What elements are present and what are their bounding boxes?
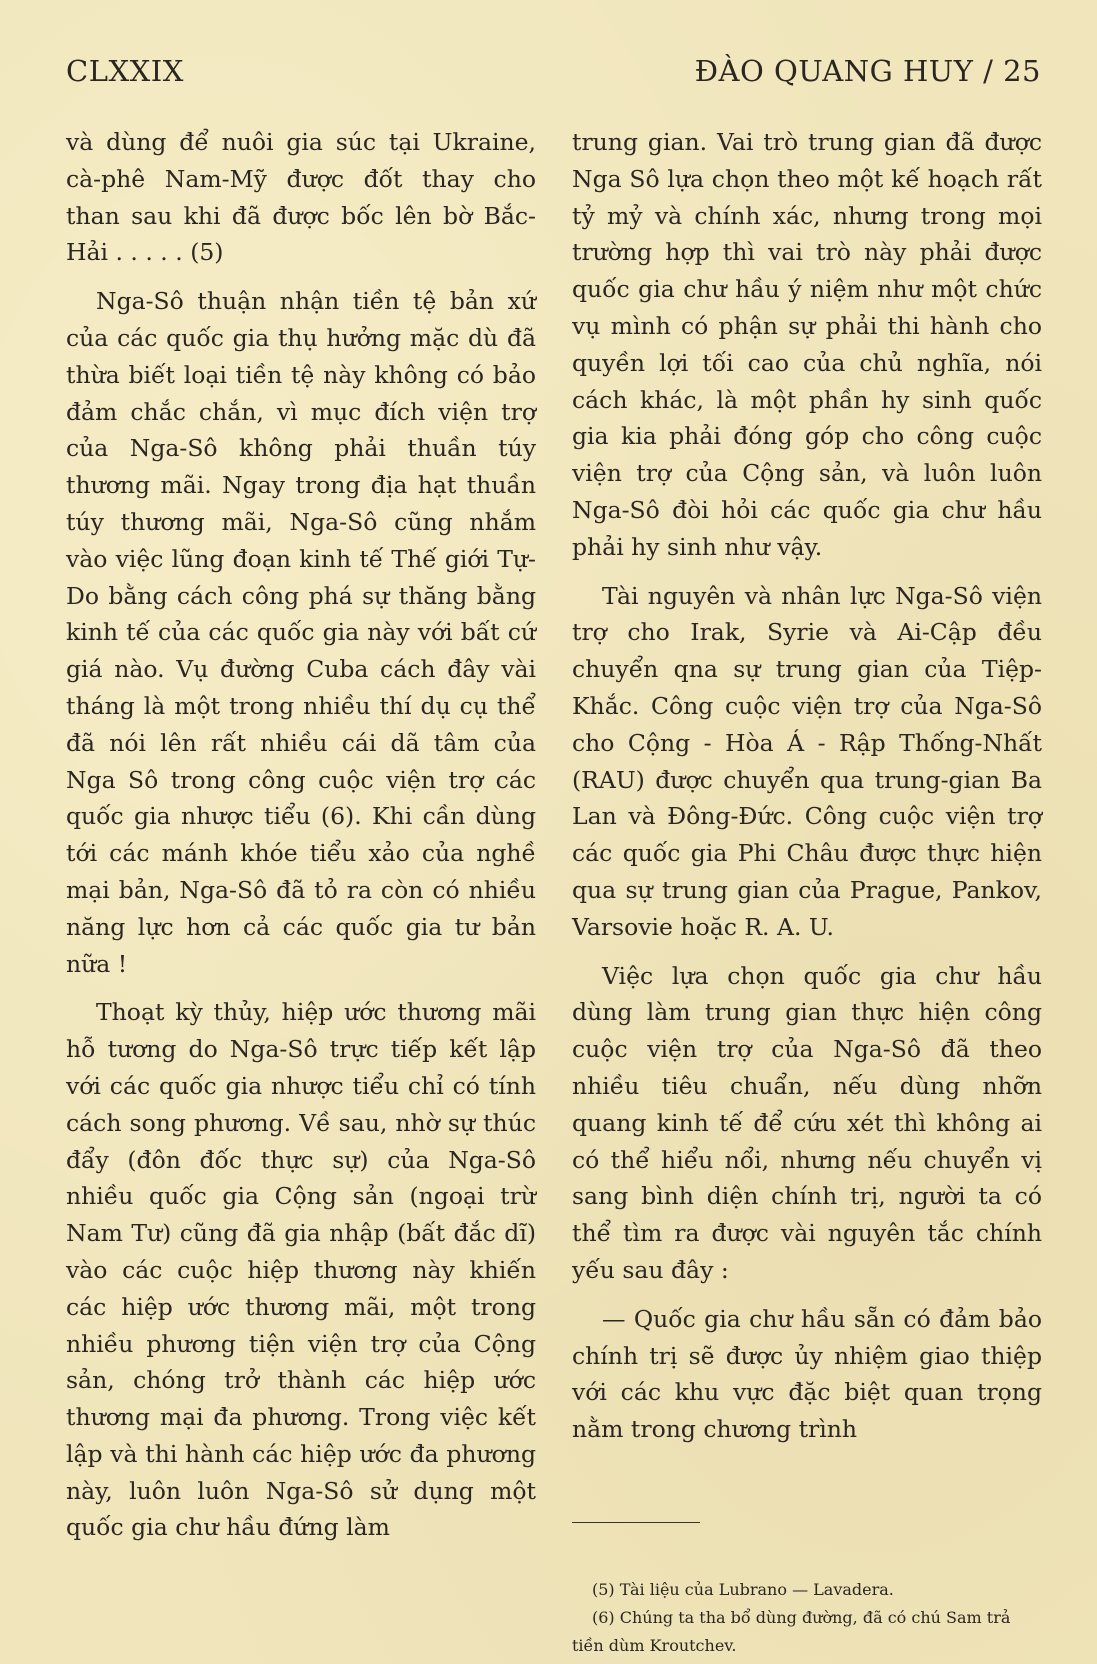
- paragraph: và dùng để nuôi gia súc tại Ukraine, cà-phê Nam-Mỹ được đốt thay cho than sau khi đã được bốc lên bờ Bắc-Hải . . . . . (5): [66, 128, 536, 267]
- footnotes: [572, 1576, 1042, 1660]
- paragraph: Tài nguyên và nhân lực Nga-Sô viện trợ cho Irak, Syrie và Ai-Cập đều chuyển qna sự trung gian của Tiệp-Khắc. Công cuộc viện trợ của Nga-Sô cho Cộng - Hòa Á - Rập Thống-Nhất (RAU) được chuyển qua trung-gian Ba Lan và Đông-Đức. Công cuộc viện trợ các quốc gia Phi Châu được thực hiện qua sự trung gian của Prague, Pankov, Varsovie hoặc R. A. U.: [572, 581, 1042, 941]
- left-column: [66, 124, 536, 1558]
- paragraph: — Quốc gia chư hầu sẵn có đảm bảo chính trị sẽ được ủy nhiệm giao thiệp với các khu vực đặc biệt quan trọng nằm trong chương trình: [572, 1304, 1042, 1444]
- running-header: [66, 54, 1041, 94]
- right-column: [572, 124, 1042, 1460]
- author-page-number: ĐÀO QUANG HUY / 25: [694, 54, 1041, 88]
- footnote: (5) Tài liệu của Lubrano — Lavadera.: [592, 1580, 894, 1599]
- chapter-number: CLXXIX: [66, 54, 184, 88]
- paragraph: trung gian. Vai trò trung gian đã được Nga Sô lựa chọn theo một kế hoạch rất tỷ mỷ và chính xác, nhưng trong mọi trường hợp thì vai trò này phải được quốc gia chư hầu ý niệm như một chức vụ mình có phận sự phải thi hành cho quyền lợi tối cao của chủ nghĩa, nói cách khác, là một phần hy sinh quốc gia kia phải đóng góp cho công cuộc viện trợ của Cộng sản, và luôn luôn Nga-Sô đòi hỏi các quốc gia chư hầu phải hy sinh như vậy.: [572, 128, 1042, 561]
- footnote-divider: [572, 1522, 700, 1523]
- paragraph: Nga-Sô thuận nhận tiền tệ bản xứ của các quốc gia thụ hưởng mặc dù đã thừa biết loại tiền tệ này không có bảo đảm chắc chắn, vì mục đích viện trợ của Nga-Sô không phải thuần túy thương mãi. Ngay trong địa hạt thuần túy thương mãi, Nga-Sô cũng nhắm vào việc lũng đoạn kinh tế Thế giới Tự-Do bằng cách công phá sự thăng bằng kinh tế của các quốc gia này với bất cứ giá nào. Vụ đường Cuba cách đây vài tháng là một trong nhiều thí dụ cụ thể đã nói lên rất nhiều cái dã tâm của Nga Sô trong công cuộc viện trợ các quốc gia nhược tiểu (6). Khi cần dùng tới các mánh khóe tiểu xảo của nghề mại bản, Nga-Sô đã tỏ ra còn có nhiều năng lực hơn cả các quốc gia tư bản nữa !: [66, 287, 536, 978]
- paragraph: Thoạt kỳ thủy, hiệp ước thương mãi hỗ tương do Nga-Sô trực tiếp kết lập với các quốc gia nhược tiểu chỉ có tính cách song phương. Về sau, nhờ sự thúc đẩy (đôn đốc thực sự) của Nga-Sô nhiều quốc gia Cộng sản (ngoại trừ Nam Tư) cũng đã gia nhập (bất đắc dĩ) vào các cuộc hiệp thương này khiến các hiệp ước thương mãi, một trong nhiều phương tiện viện trợ của Cộng sản, chóng trở thành các hiệp ước thương mại đa phương. Trong việc kết lập và thi hành các hiệp ước đa phương này, luôn luôn Nga-Sô sử dụng một quốc gia chư hầu đứng làm: [66, 998, 536, 1542]
- paragraph: Việc lựa chọn quốc gia chư hầu dùng làm trung gian thực hiện công cuộc viện trợ của Nga-Sô đã theo nhiều tiêu chuẩn, nếu dùng nhỡn quang kinh tế để cứu xét thì không ai có thể hiểu nổi, nhưng nếu chuyển vị sang bình diện chính trị, người ta có thể tìm ra được vài nguyên tắc chính yếu sau đây :: [572, 961, 1042, 1284]
- footnote: (6) Chúng ta tha bổ dùng đường, đã có chú Sam trả tiền dùm Kroutchev.: [572, 1608, 1011, 1655]
